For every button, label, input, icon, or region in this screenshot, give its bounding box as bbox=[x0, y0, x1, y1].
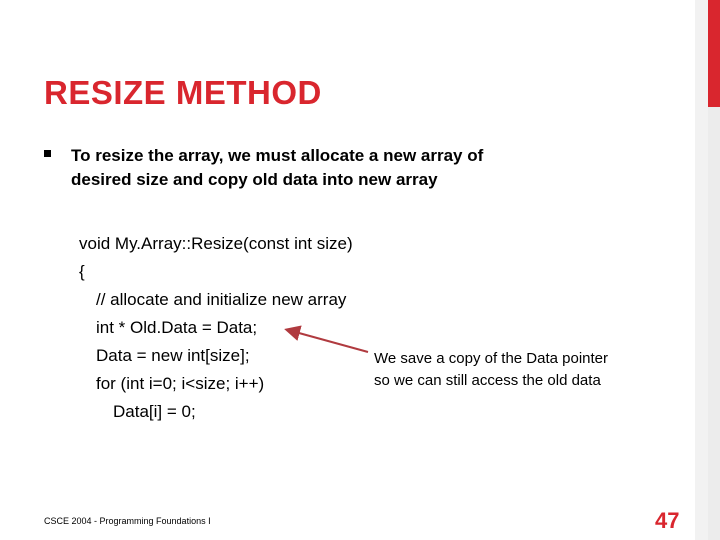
footer-text: CSCE 2004 - Programming Foundations I bbox=[44, 516, 211, 526]
callout-note-line: We save a copy of the Data pointer bbox=[374, 350, 609, 367]
slide-title: RESIZE METHOD bbox=[44, 74, 322, 111]
callout-note bbox=[374, 348, 608, 392]
page-number: 47 bbox=[655, 508, 680, 533]
code-line: int * Old.Data = Data; bbox=[96, 318, 258, 337]
code-line: void My.Array::Resize(const int size) bbox=[79, 234, 353, 253]
square-bullet-icon bbox=[44, 150, 51, 157]
bullet-text bbox=[71, 144, 483, 192]
code-line: // allocate and initialize new array bbox=[96, 290, 347, 309]
bullet-text-line: desired size and copy old data into new array bbox=[71, 170, 438, 189]
code-line: Data[i] = 0; bbox=[113, 402, 196, 421]
bullet-text-line: To resize the array, we must allocate a new array of bbox=[71, 146, 484, 165]
side-accent-bar bbox=[695, 0, 708, 540]
code-line: for (int i=0; i<size; i++) bbox=[96, 374, 265, 393]
side-accent-bar-light bbox=[708, 107, 720, 540]
code-line: Data = new int[size]; bbox=[96, 346, 250, 365]
code-block bbox=[79, 230, 353, 426]
code-line: { bbox=[79, 262, 85, 281]
callout-note-line: so we can still access the old data bbox=[374, 372, 601, 389]
side-accent-bar-red bbox=[708, 0, 720, 107]
